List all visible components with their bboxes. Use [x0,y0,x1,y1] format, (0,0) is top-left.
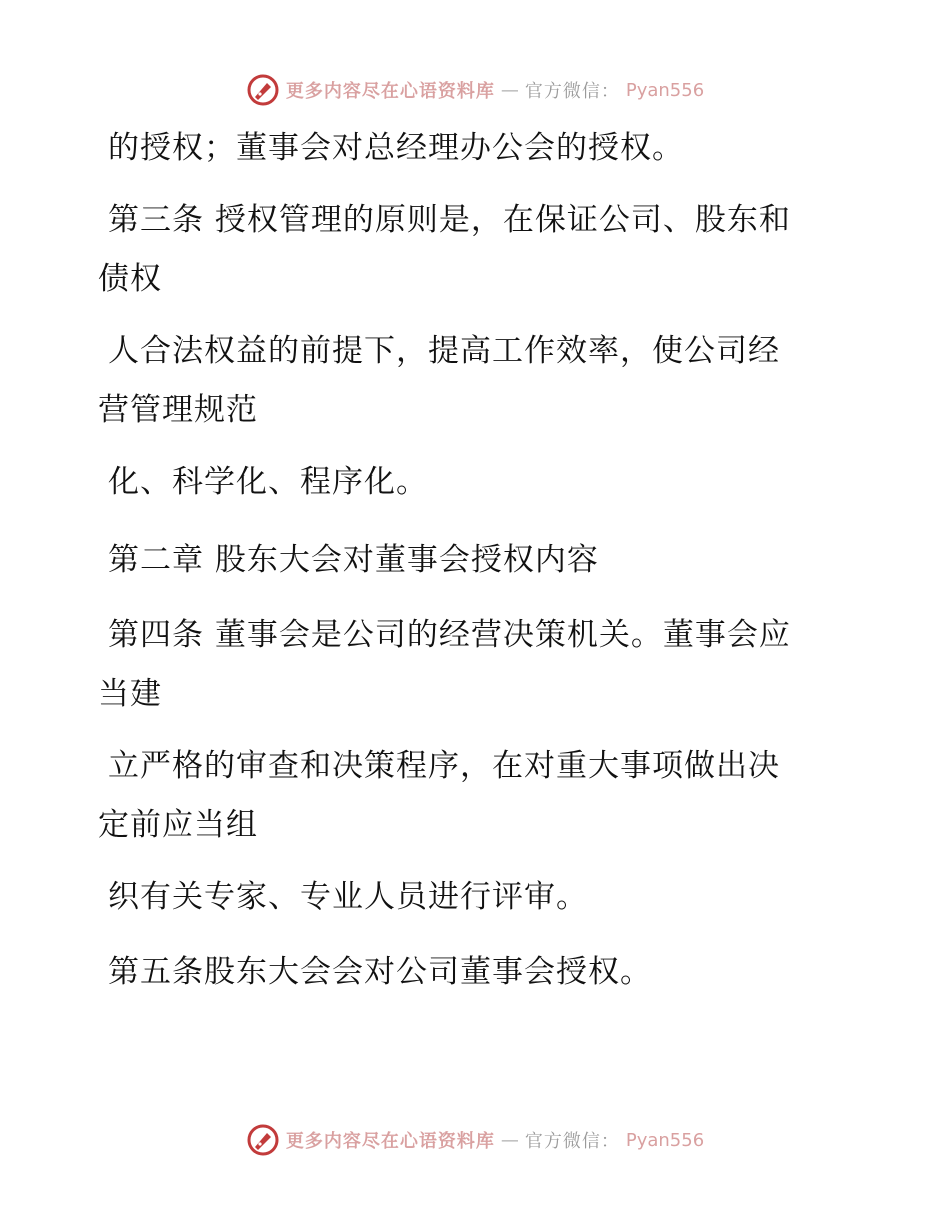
footer-watermark [0,1120,950,1160]
text-line: 定前应当组 [98,807,258,843]
text-line: 第五条股东大会会对公司董事会授权。 [108,954,652,990]
text-line: 债权 [98,261,162,297]
text-line: 第四条 董事会是公司的经营决策机关。董事会应 [108,617,791,653]
text-line: 当建 [98,676,162,712]
watermark-label: 官方微信： [524,81,620,102]
watermark-main-text: 更多内容尽在心语资料库 [285,81,495,102]
text-line: 织有关专家、专业人员进行评审。 [108,879,588,915]
watermark-id: Pyan556 [625,1129,705,1151]
pen-nib-logo-icon [246,1123,280,1157]
text-line: 营管理规范 [98,392,258,428]
pen-nib-logo-icon [246,73,280,107]
watermark-dash: — [500,79,519,101]
watermark-label: 官方微信： [524,1131,620,1152]
watermark-id: Pyan556 [625,79,705,101]
text-line: 第三条 授权管理的原则是，在保证公司、股东和 [108,202,791,238]
text-line: 立严格的审查和决策程序，在对重大事项做出决 [108,748,780,784]
watermark-main-text: 更多内容尽在心语资料库 [285,1131,495,1152]
header-watermark [0,70,950,110]
watermark-dash: — [500,1129,519,1151]
text-line: 第二章 股东大会对董事会授权内容 [108,542,599,578]
text-line: 人合法权益的前提下，提高工作效率，使公司经 [108,333,780,369]
text-line: 的授权；董事会对总经理办公会的授权。 [108,130,684,166]
text-line: 化、科学化、程序化。 [108,464,428,500]
